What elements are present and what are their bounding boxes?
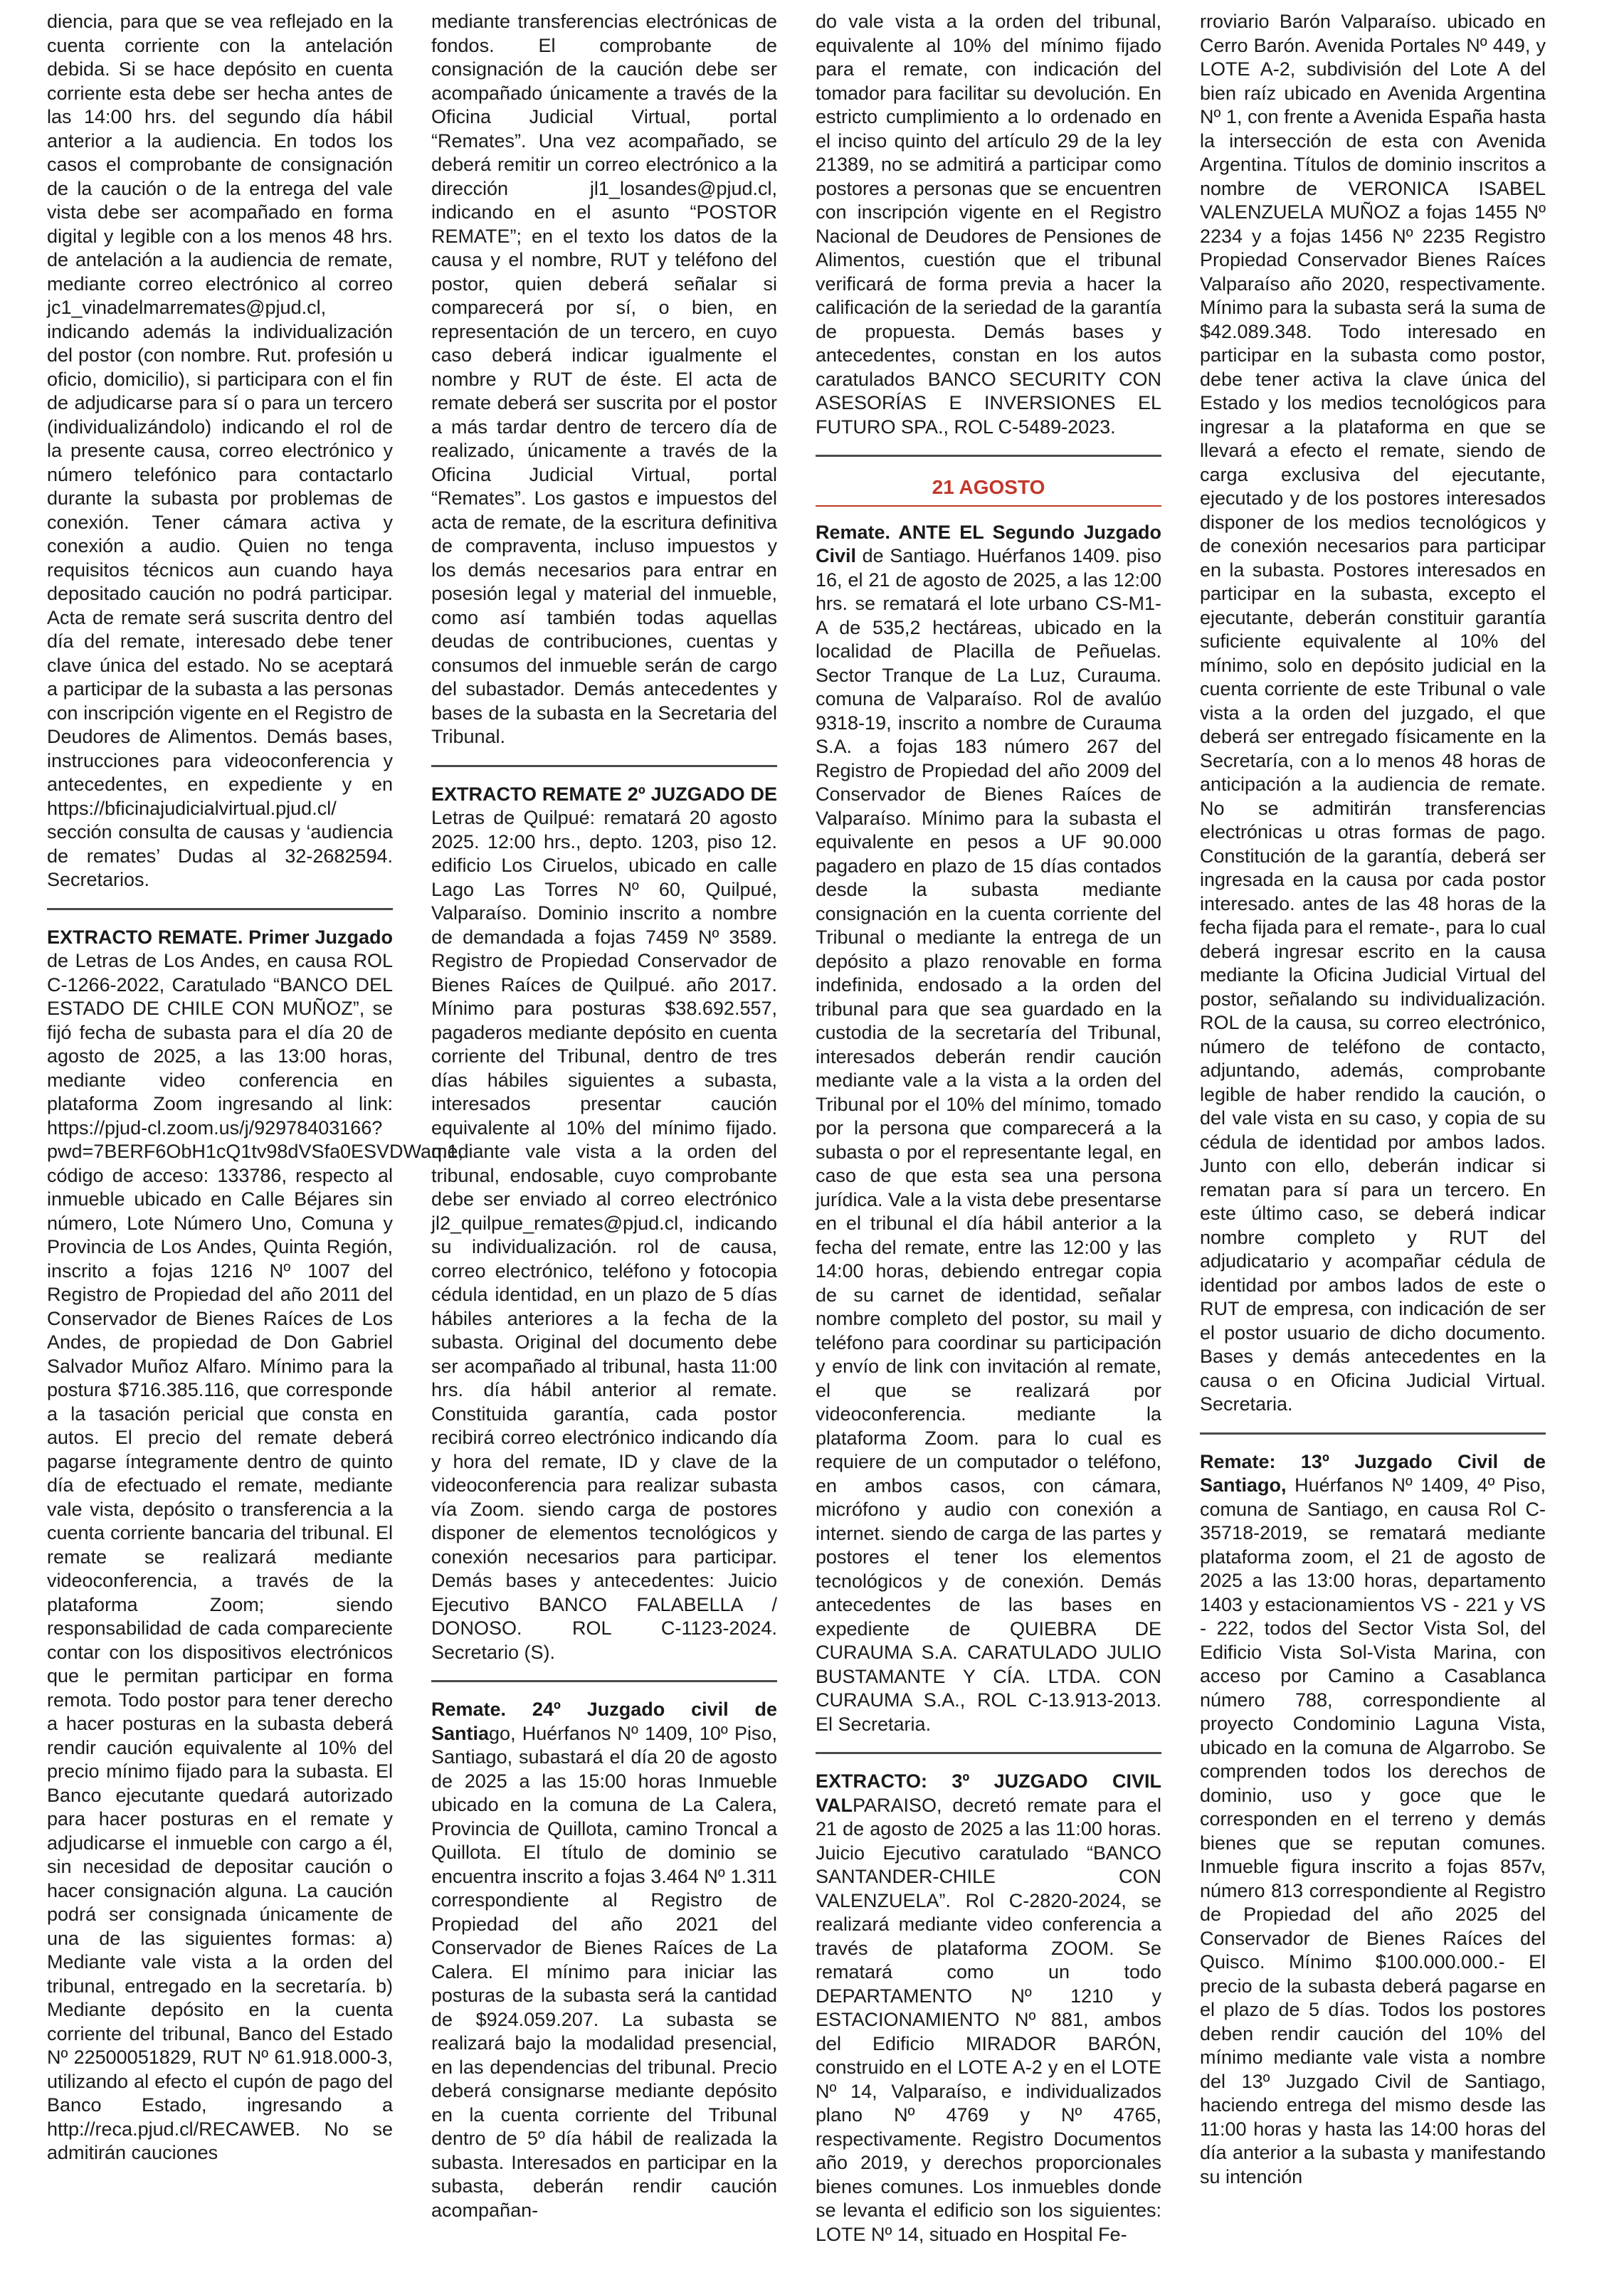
notice-paragraph — [1200, 1450, 1546, 2190]
legal-notice — [816, 521, 1161, 1737]
legal-notice — [47, 10, 393, 892]
legal-notice — [1200, 10, 1546, 1417]
legal-notice — [431, 1698, 777, 2222]
notice-body: rroviario Barón Valparaíso. ubicado en Cerro Barón. Avenida Portales Nº 449, y LOTE A-2, subdivisión del Lote A del bien raíz ubicado en Avenida Argentina Nº 1, con frente a Avenida España hasta la intersección de esta con Avenida Argentina. Títulos de dominio inscritos a nombre de VERONICA ISABEL VALENZUELA MUÑOZ a fojas 1455 Nº 2234 y a fojas 1456 Nº 2235 Registro Propiedad Conservador Bienes Raíces Valparaíso año 2020, respectivamente. Mínimo para la subasta será la suma de $42.089.348. Todo interesado en participar en la subasta como postor, debe tener activa la clave única del Estado y los medios tecnológicos para ingresar a la plataforma en que se llevará a efecto el remate, siendo de carga exclusiva del ejecutante, ejecutado y de los postores interesados disponer de los medios tecnológicos y de conexión necesarios para participar en la subasta. Postores interesados en participar en la subasta, excepto el ejecutante, deberán constituir garantía suficiente equivalente al 10% del mínimo, solo en depósito judicial en la cuenta corriente de este Tribunal o vale vista a la orden del juzgado, el que deberá ser entregado físicamente en la Secretaría, con a lo menos 48 horas de anticipación a la audiencia de remate. No se admitirán transferencias electrónicas u otras formas de pago. Constitución de la garantía, deberá ser ingresada en la causa por cada postor interesado. antes de las 48 horas de la fecha fijada para el remate-, para lo cual deberá ingresar escrito en la causa mediante la Oficina Judicial Virtual del postor, señalando su individualización. ROL de la causa, su correo electrónico, número de teléfono de contacto, adjuntando, además, comprobante legible de haber rendido la caución, o del vale vista en su caso, y copia de su cédula de identidad por ambos lados. Junto con ello, deberán indicar si rematan para sí para un tercero. En este último caso, se deberá indicar nombre completo y RUT del adjudicatario y acompañar cédula de identidad por ambos lados de este o RUT de empresa, con indicación de ser el postor usuario de dicho documento. Bases y demás antecedentes en la causa o en Oficina Judicial Virtual. Secretaria. — [1200, 11, 1546, 1415]
notice-paragraph — [431, 783, 777, 1665]
legal-notice — [816, 1770, 1161, 2247]
notice-paragraph — [431, 1698, 777, 2222]
notice-paragraph — [816, 10, 1161, 439]
notice-body: PARAISO, decretó remate para el 21 de agosto de 2025 a las 11:00 horas. Juicio Ejecutivo caratulado “BANCO SANTANDER-CHILE CON VALENZUELA”. Rol C-2820-2024, se realizará mediante video conferencia a través de plataforma ZOOM. Se rematará como un todo DEPARTAMENTO Nº 1210 y ESTACIONAMIENTO Nº 881, ambos del Edificio MIRADOR BARÓN, construido en el LOTE A-2 y en el LOTE Nº 14, Valparaíso, e individualizados plano Nº 4769 y Nº 4765, respectivamente. Registro Documentos año 2019, y derechos proporcionales bienes comunes. Los inmuebles donde se levanta el edificio son los siguientes: LOTE Nº 14, situado en Hospital Fe- — [816, 1794, 1161, 2245]
column-3 — [816, 10, 1161, 2270]
legal-notice — [816, 10, 1161, 439]
notice-lead: EXTRACTO REMATE 2º JUZGADO DE — [431, 783, 777, 805]
notice-divider — [816, 1752, 1161, 1754]
notice-paragraph — [816, 521, 1161, 1737]
notice-divider — [431, 1680, 777, 1682]
legal-notice — [1200, 1450, 1546, 2190]
legal-notice — [431, 10, 777, 749]
notice-body: mediante transferencias electrónicas de fondos. El comprobante de consignación de la caución debe ser acompañado únicamente a través de la Oficina Judicial Virtual, portal “Remates”. Una vez acompañado, se deberá remitir un correo electrónico a la dirección jl1_losandes@pjud.cl, indicando en el asunto “POSTOR REMATE”; en el texto los datos de la causa y el nombre, RUT y teléfono del postor, quien deberá señalar si comparecerá por sí, o bien, en representación de un tercero, en cuyo caso deberá indicar igualmente el nombre y RUT de éste. El acta de remate deberá ser suscrita por el postor a más tardar dentro de tercero día de realizado, únicamente a través de la Oficina Judicial Virtual, portal “Remates”. Los gastos e impuestos del acta de remate, de la escritura definitiva de compraventa, incluso impuestos y los demás necesarios para entrar en posesión legal y material del inmueble, como así también todas aquellas deudas de contribuciones, cuentas y consumos del inmueble serán de cargo del subastador. Demás antecedentes y bases de la subasta en la Secretaria del Tribunal. — [431, 11, 777, 747]
notice-lead: Remate: 13º Juzgado Civil de Santiago, — [1200, 1450, 1546, 1496]
legal-notice — [47, 926, 464, 2165]
notice-divider — [1200, 1432, 1546, 1435]
notice-paragraph — [431, 10, 777, 749]
column-4 — [1200, 10, 1546, 2270]
date-heading: 21 AGOSTO — [932, 476, 1045, 498]
notice-paragraph — [816, 1770, 1161, 2247]
notice-paragraph — [47, 10, 393, 892]
notice-divider — [431, 765, 777, 767]
notice-divider — [47, 908, 393, 910]
legal-notice — [431, 783, 777, 1665]
notice-body: do vale vista a la orden del tribunal, equivalente al 10% del mínimo fijado para el remate, con indicación del tomador para facilitar su devolución. En estricto cumplimiento a lo ordenado en el inciso quinto del artículo 29 de la ley 21389, no se admitirá a participar como postores a personas que se encuentren con inscripción vigente en el Registro Nacional de Deudores de Pensiones de Alimentos, cuestión que el tribunal verificará de forma previa a hacer la calificación de la seriedad de la garantía de propuesta. Demás bases y antecedentes, constan en los autos caratulados BANCO SECURITY CON ASESORÍAS E INVERSIONES EL FUTURO SPA., ROL C-5489-2023. — [816, 11, 1161, 438]
column-2 — [431, 10, 777, 2270]
notice-body: go, Huérfanos Nº 1409, 10º Piso, Santiago, subastará el día 20 de agosto de 2025 a las 15:00 horas Inmueble ubicado en la comuna de La Calera, Provincia de Quillota, camino Troncal a Quillota. El título de dominio se encuentra inscrito a fojas 3.464 Nº 1.311 correspondiente al Registro de Propiedad del año 2021 del Conservador de Bienes Raíces de La Calera. El mínimo para iniciar las posturas de la subasta será la cantidad de $924.059.207. La subasta se realizará bajo la modalidad presencial, en las dependencias del tribunal. Precio deberá consignarse mediante depósito en la cuenta corriente del Tribunal dentro de 5º día hábil de realizada la subasta. Interesados en participar en la subasta, deberán rendir caución acompañan- — [431, 1722, 777, 2221]
notice-body: diencia, para que se vea reflejado en la cuenta corriente con la antelación debida. Si se hace depósito en cuenta corriente esta debe ser hecha antes de las 14:00 hrs. del segundo día hábil anterior a la audiencia. En todos los casos el comprobante de consignación de la caución o de la entrega del vale vista debe ser acompañado en forma digital y legible con a los menos 48 hrs. de antelación a la audiencia de remate, mediante correo electrónico al correo jc1_vinadelmarremates@pjud.cl, indicando además la individualización del postor (con nombre. Rut. profesión u oficio, domicilio), si participara con el fin de adjudicarse para sí o para un tercero (individualizándolo) indicando el rol de la presente causa, correo electrónico y número telefónico para contactarlo durante la subasta por problemas de conexión. Tener cámara activa y conexión a audio. Quien no tenga requisitos técnicos aun cuando haya depositado caución no podrá participar. Acta de remate será suscrita dentro del día del remate, interesado debe tener clave única del estado. No se aceptará a participar de la subasta a las personas con inscripción vigente en el Registro de Deudores de Alimentos. Demás bases, instrucciones para videoconferencia y antecedentes, en expediente y en https://bficinajudicialvirtual.pjud.cl/ sección consulta de causas y ‘audiencia de remates’ Dudas al 32-2682594. Secretarios. — [47, 11, 393, 890]
notice-body: de Santiago. Huérfanos 1409. piso 16, el 21 de agosto de 2025, a las 12:00 hrs. se rematará el lote urbano CS-M1-A de 535,2 hectáreas, ubicado en la localidad de Placilla de Peñuelas. Sector Tranque de La Luz, Curauma. comuna de Valparaíso. Rol de avalúo 9318-19, inscrito a nombre de Curauma S.A. a fojas 183 número 267 del Registro de Propiedad del año 2009 del Conservador de Bienes Raíces de Valparaíso. Mínimo para la subasta el equivalente en pesos a UF 90.000 pagadero en plazo de 15 días contados desde la subasta mediante consignación en la cuenta corriente del Tribunal o mediante la entrega de un depósito a plazo renovable en forma indefinida, endosado a la orden del tribunal para que sea guardado en la custodia de la secretaría del Tribunal, interesados deberán rendir caución mediante vale a la vista a la orden del Tribunal por el 10% del mínimo, tomado por la persona que comparecerá a la subasta o por el representante legal, en caso de que esta sea una persona jurídica. Vale a la vista debe presentarse en el tribunal el día hábil anterior a la fecha del remate, entre las 12:00 y las 14:00 horas, debiendo entregar copia de su carnet de identidad, señalar nombre completo del postor, su mail y teléfono para coordinar su participación y envío de link con invitación al remate, el que se realizará por videoconferencia. mediante la plataforma Zoom. para lo cual es requiere de un computador o teléfono, en ambos casos, con cámara, micrófono y audio con conexión a internet. siendo de carga de las partes y postores el tener los elementos tecnológicos y de conexión. Demás antecedentes de las bases en expediente de QUIEBRA DE CURAUMA S.A. CARATULADO JULIO BUSTAMANTE Y CÍA. LTDA. CON CURAUMA S.A., ROL C-13.913-2013. El Secretaria. — [816, 545, 1161, 1735]
notice-body: de Letras de Los Andes, en causa ROL C-1266-2022, Caratulado “BANCO DEL ESTADO DE CHILE CON MUÑOZ”, se fijó fecha de subasta para el día 20 de agosto de 2025, a las 13:00 horas, mediante video conferencia en plataforma Zoom ingresando al link: https://pjud-cl.zoom.us/j/92978403166?pwd=7BERF6ObH1cQ1tv98dVSfa0ESVDWaq.1, código de acceso: 133786, respecto al inmueble ubicado en Calle Béjares sin número, Lote Número Uno, Comuna y Provincia de Los Andes, Quinta Región, inscrito a fojas 1216 Nº 1007 del Registro de Propiedad del año 2011 del Conservador de Bienes Raíces de Los Andes, de propiedad de Don Gabriel Salvador Muñoz Alfaro. Mínimo para la postura $716.385.116, que corresponde a la tasación pericial que consta en autos. El precio del remate deberá pagarse íntegramente dentro de quinto día de efectuado el remate, mediante vale vista, depósito o transferencia a la cuenta corriente bancaria del tribunal. El remate se realizará mediante videoconferencia, a través de la plataforma Zoom; siendo responsabilidad de cada compareciente contar con los dispositivos electrónicos que le permitan participar en forma remota. Todo postor para tener derecho a hacer posturas en la subasta deberá rendir caución equivalente al 10% del precio mínimo fijado para la subasta. El Banco ejecutante quedará autorizado para hacer posturas en el remate y adjudicarse el inmueble con cargo a él, sin necesidad de depositar caución o hacer consignación alguna. La caución podrá ser consignada únicamente de una de las siguientes formas: a) Mediante vale vista a la orden del tribunal, entregado en la secretaría. b) Mediante depósito en la cuenta corriente del tribunal, Banco del Estado Nº 22500051829, RUT Nº 61.918.000-3, utilizando al efecto el cupón de pago del Banco Estado, ingresando a http://reca.pjud.cl/RECAWEB. No se admitirán cauciones — [47, 950, 464, 2163]
column-1 — [47, 10, 464, 2270]
notice-lead: EXTRACTO REMATE. Primer Juzgado — [47, 926, 393, 948]
notice-lead: EXTRACTO: 3º JUZGADO CIVIL VAL — [816, 1770, 1161, 1816]
notice-body: Huérfanos Nº 1409, 4º Piso, comuna de Santiago, en causa Rol C-35718-2019, se rematará mediante plataforma zoom, el 21 de agosto de 2025 a las 13:00 horas, departamento 1403 y estacionamientos VS - 221 y VS - 222, todos del Sector Vista Sol, del Edificio Vista Sol-Vista Marina, con acceso por Camino a Casablanca número 788, correspondiente al proyecto Condominio Laguna Vista, ubicado en la comuna de Algarrobo. Se comprenden todos los derechos de dominio, uso y goce que le corresponden en el terreno y demás bienes que se reputan comunes. Inmueble figura inscrito a fojas 857v, número 813 correspondiente al Registro de Propiedad del año 2025 del Conservador de Bienes Raíces del Quisco. Mínimo $100.000.000.- El precio de la subasta deberá pagarse en el plazo de 5 días. Todos los postores deben rendir caución del 10% del mínimo mediante vale vista a nombre del 13º Juzgado Civil de Santiago, haciendo entrega del mismo desde las 11:00 horas y hasta las 14:00 horas del día anterior a la subasta y manifestando su intención — [1200, 1474, 1546, 2187]
notice-paragraph — [47, 926, 464, 2165]
notice-divider — [816, 455, 1161, 457]
notice-paragraph — [1200, 10, 1546, 1417]
notice-lead: Remate. ANTE EL Segundo Juzgado Civil — [816, 521, 1161, 566]
notice-lead: Remate. 24º Juzgado civil de Santia — [431, 1699, 777, 1744]
date-heading-underline — [816, 505, 1161, 507]
notice-body: Letras de Quilpué: rematará 20 agosto 2025. 12:00 hrs., depto. 1203, piso 12. edificio Los Ciruelos, ubicado en calle Lago Las Torres Nº 60, Quilpué, Valparaíso. Dominio inscrito a nombre de demandada a fojas 7459 Nº 3589. Registro de Propiedad Conservador de Bienes Raíces de Quilpué. año 2017. Mínimo para posturas $38.692.557, pagaderos mediante depósito en cuenta corriente del Tribunal, dentro de tres días hábiles siguientes a subasta, interesados presentar caución equivalente al 10% del mínimo fijado. mediante vale vista a la orden del tribunal, endosable, cuyo comprobante debe ser enviado al correo electrónico jl2_quilpue_remates@pjud.cl, indicando su individualización. rol de causa, correo electrónico, teléfono y fotocopia cédula identidad, en un plazo de 5 días hábiles anteriores a la fecha de la subasta. Original del documento debe ser acompañado al tribunal, hasta 11:00 hrs. día hábil anterior al remate. Constituida garantía, cada postor recibirá correo electrónico indicando día y hora del remate, ID y clave de la videoconferencia para realizar subasta vía Zoom. siendo carga de postores disponer de elementos tecnológicos y conexión necesarios para participar. Demás bases y antecedentes: Juicio Ejecutivo BANCO FALABELLA / DONOSO. ROL C-1123-2024. Secretario (S). — [431, 807, 777, 1663]
